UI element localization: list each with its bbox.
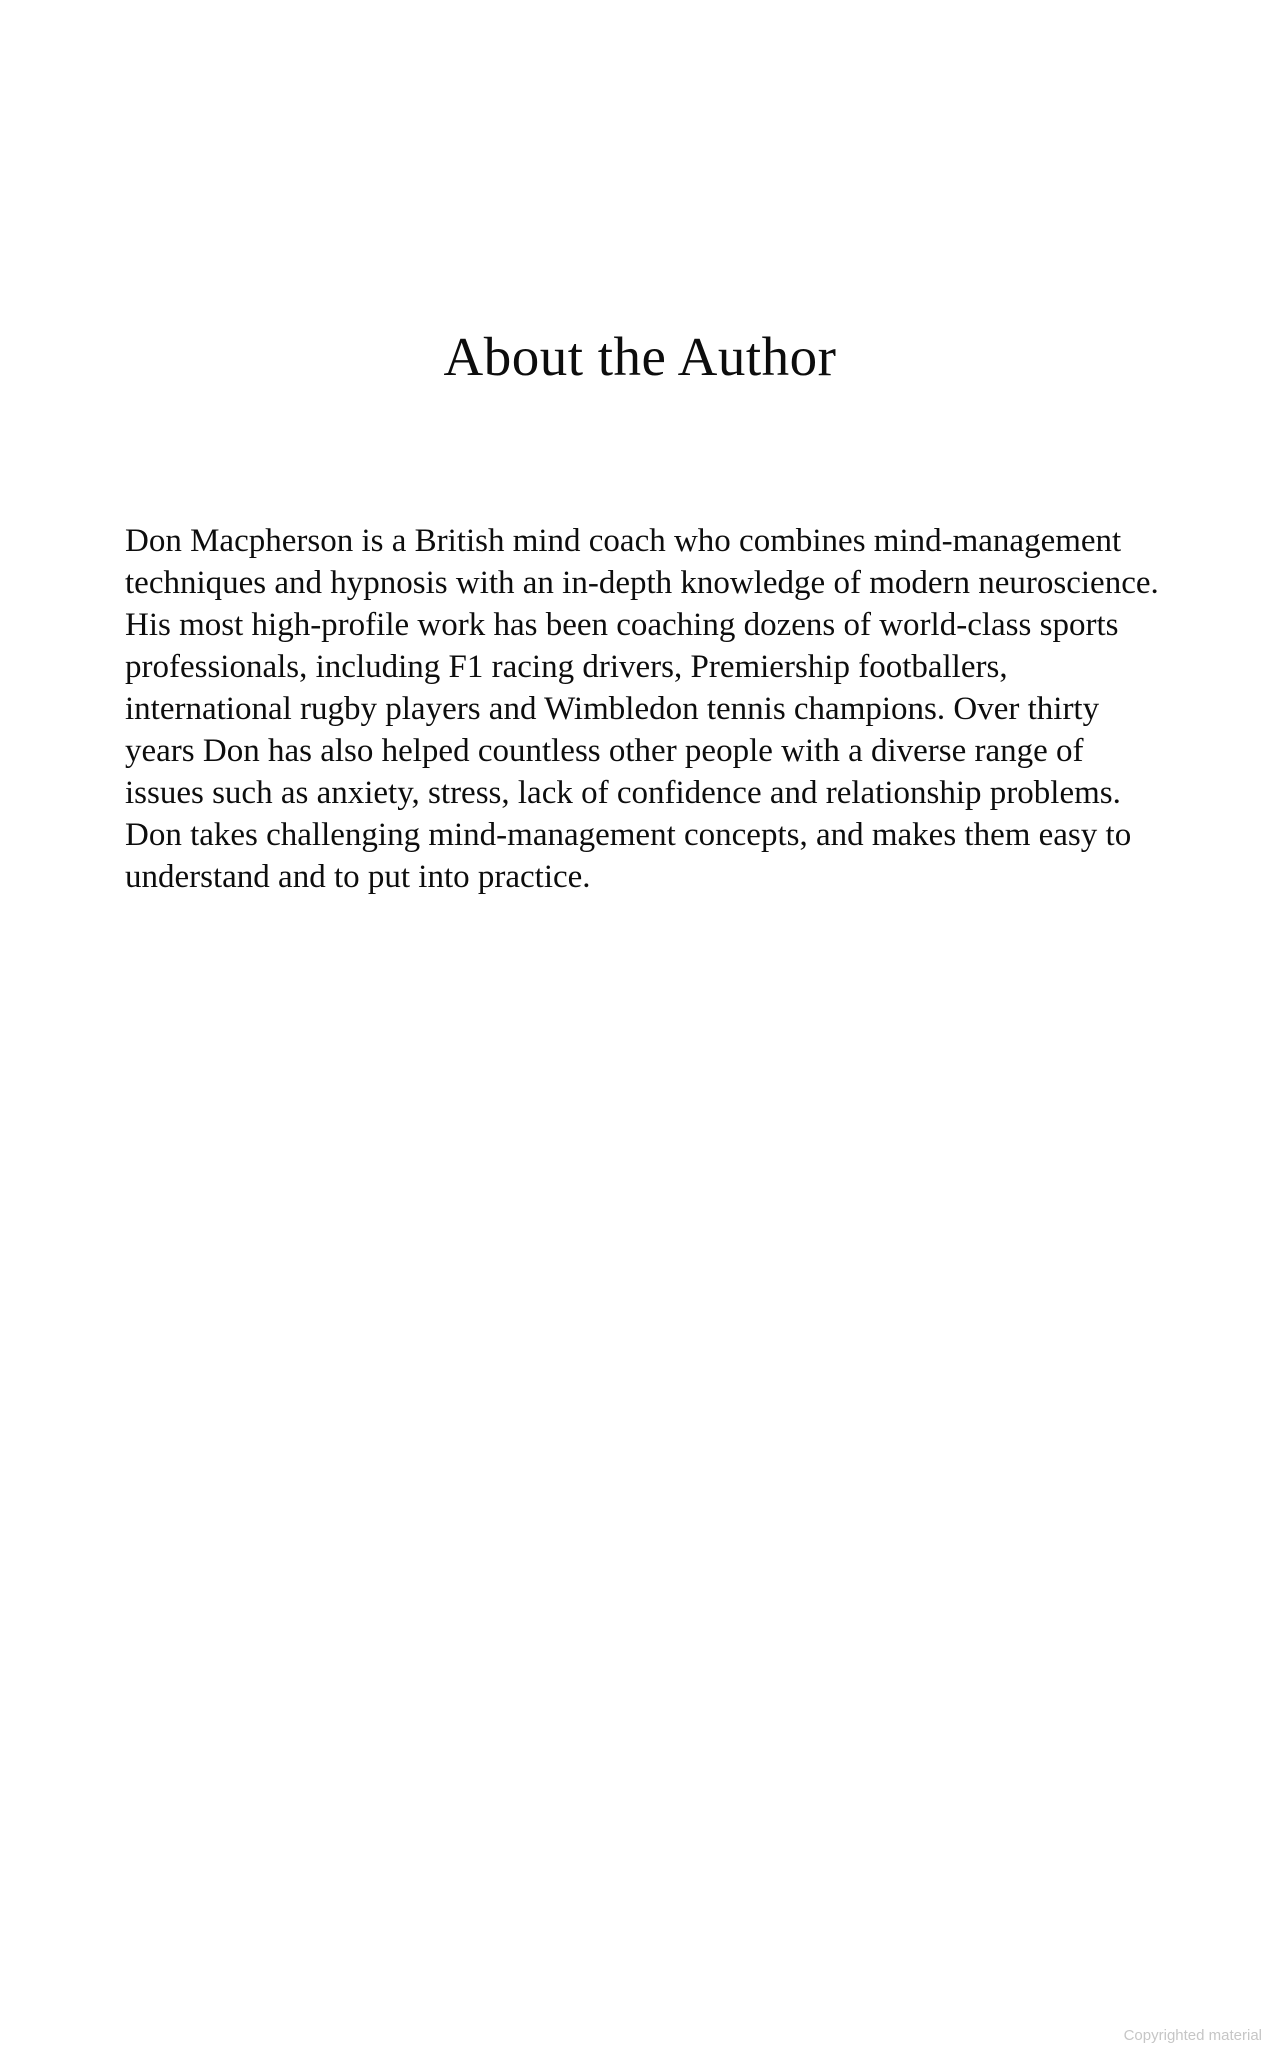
author-bio-paragraph: Don Macpherson is a British mind coach who combines mind-management techniques and hypnosis with an in-depth knowledge of modern neuroscience. His most high-profile work has been coaching dozens of world-class sports professionals, including F1 racing drivers, Premiership footballers, international rugby players and Wimbledon tennis champions. Over thirty years Don has also helped countless other people with a diverse range of issues such as anxiety, stress, lack of confidence and relationship problems. Don takes challenging mind-management concepts, and makes them easy to understand and to put into practice. <box>125 523 1159 895</box>
page-title: About the Author <box>443 325 837 387</box>
copyright-watermark: Copyrighted material <box>1123 2027 1262 2044</box>
